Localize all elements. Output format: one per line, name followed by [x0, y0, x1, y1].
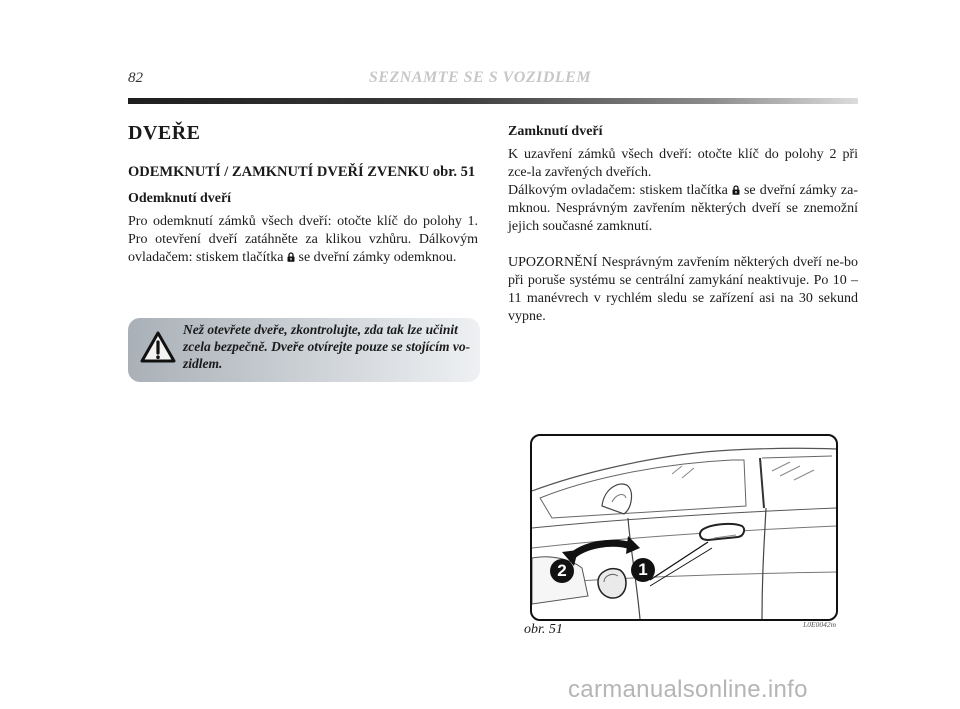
- unlock-heading: Odemknutí dveří: [128, 191, 232, 206]
- running-header: SEZNAMTE SE S VOZIDLEM: [368, 69, 592, 86]
- position-label-1: 1: [638, 560, 648, 579]
- warning-box: [128, 318, 480, 382]
- watermark: carmanualsonline.info: [568, 676, 808, 703]
- lock-text-2-end: se dveřní zámky za-mknou. Nesprávným zavřením některých dveří se znemožní jejich současné zamknutí.: [508, 183, 859, 234]
- unlock-text-start: Pro odemknutí zámků všech dveří: otočte klíč do polohy 1. Pro otevření dveří zatáhněte za klikou vzhůru. Dálkovým ovladačem: stiskem tlačítka: [128, 214, 478, 265]
- lock-text-2-start: Dálkovým ovladačem: stiskem tlačítka: [508, 183, 728, 198]
- subsection-title: ODEMKNUTÍ / ZAMKNUTÍ DVEŘÍ ZVENKU obr. 51: [128, 164, 476, 180]
- section-title: DVEŘE: [128, 122, 201, 144]
- left-column: [128, 122, 478, 267]
- right-column: [508, 124, 858, 326]
- figure-frame: [530, 434, 838, 621]
- warning-text: Než otevřete dveře, zkontrolujte, zda tak lze učinit zcela bezpečně. Dveře otvírejte pouze se stojícím vo-zidlem.: [183, 322, 471, 371]
- unlock-paragraph: [128, 213, 478, 267]
- lock-icon: [287, 252, 295, 262]
- figure-caption: obr. 51: [524, 622, 563, 637]
- figure-code: L0E0042m: [803, 620, 836, 629]
- lock-icon: [732, 185, 740, 195]
- page-number: 82: [128, 70, 143, 86]
- lock-paragraph: [508, 146, 858, 236]
- position-label-2: 2: [557, 561, 567, 580]
- warning-triangle-icon: [140, 331, 176, 363]
- notice-paragraph: UPOZORNĚNÍ Nesprávným zavřením některých dveří ne-bo při poruše systému se centrální zamykání neaktivuje. Po 10 – 11 manévrech v rychlém sledu se zařízení asi na 30 sekund vypne.: [508, 255, 858, 324]
- lock-text-1: K uzavření zámků všech dveří: otočte klíč do polohy 2 při zce-la zavřených dveřích.: [508, 147, 858, 180]
- lock-heading: Zamknutí dveří: [508, 124, 603, 139]
- car-door-illustration: [532, 436, 836, 619]
- header-rule: [128, 98, 858, 104]
- unlock-text-end: se dveřní zámky odemknou.: [298, 250, 457, 265]
